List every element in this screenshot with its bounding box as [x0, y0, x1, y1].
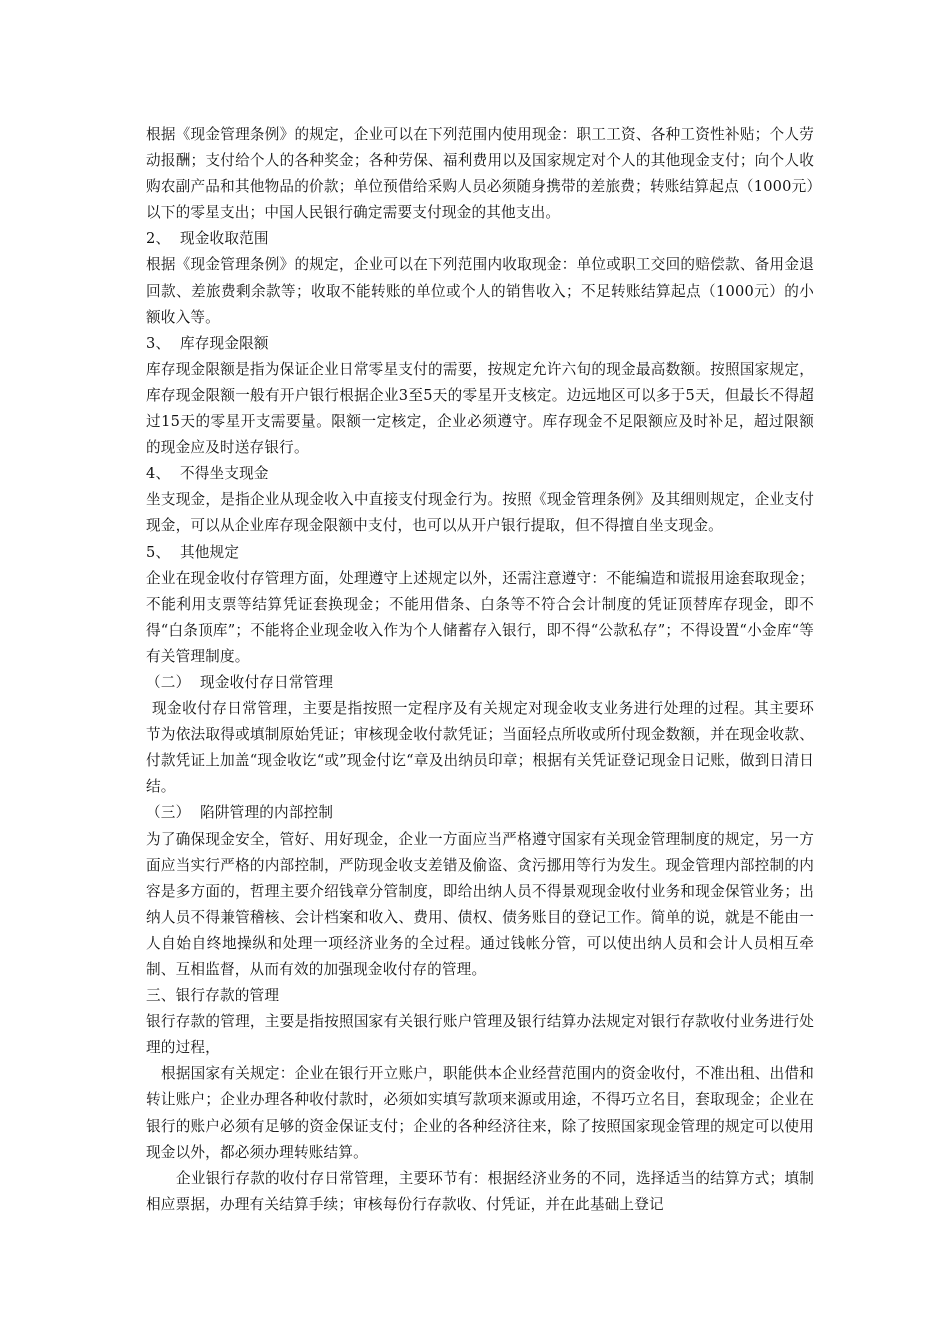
paragraph-bank-regulations: 根据国家有关规定：企业在银行开立账户，职能供本企业经营范围内的资金收付，不准出租、出借和转让账户；企业办理各种收付款时，必须如实填写款项来源或用途，不得巧立名目，套取现金；企业在银行的账户必须有足够的资金保证支付；企业的各种经济往来，除了按照国家现金管理的规定可以使用现金以外，都必须办理转账结算。 [146, 1065, 814, 1161]
paragraph-no-sitting-payment: 坐支现金，是指企业从现金收入中直接支付现金行为。按照《现金管理条例》及其细则规定，企业支付现金，可以从企业库存现金限额中支付，也可以从开户银行提取，但不得擅自坐支现金。 [146, 491, 814, 535]
document-page [146, 122, 814, 1218]
paragraph-other-rules: 企业在现金收付存管理方面，处理遵守上述规定以外，还需注意遵守：不能编造和谎报用途套取现金；不能利用支票等结算凭证套换现金；不能用借条、白条等不符合会计制度的凭证顶替库存现金，即不得“白条顶库”；不能将企业现金收入作为个人储蓄存入银行，即不得“公款私存”；不得设置“小金库“等有关管理制度。 [146, 569, 814, 665]
heading-no-sitting-payment: 4、 不得坐支现金 [146, 465, 269, 483]
paragraph-bank-deposit-definition: 银行存款的管理，主要是指按照国家有关银行账户管理及银行结算办法规定对银行存款收付业务进行处理的过程， [146, 1013, 814, 1057]
heading-cash-limit: 3、 库存现金限额 [146, 334, 269, 352]
heading-bank-deposit-management: 三、银行存款的管理 [146, 987, 280, 1005]
paragraph-cash-collection-scope: 根据《现金管理条例》的规定，企业可以在下列范围内收取现金：单位或职工交回的赔偿款、备用金退回款、差旅费剩余款等；收取不能转账的单位或个人的销售收入；不足转账结算起点（1000元）的小额收入等。 [146, 256, 814, 326]
heading-internal-control: （三） 陷阱管理的内部控制 [146, 804, 334, 822]
paragraph-cash-limit: 库存现金限额是指为保证企业日常零星支付的需要，按规定允许六旬的现金最高数额。按照国家规定，库存现金限额一般有开户银行根据企业3至5天的零星开支核定。边远地区可以多于5天，但最长不得超过15天的零星开支需要量。限额一定核定，企业必须遵守。库存现金不足限额应及时补足，超过限额的现金应及时送存银行。 [146, 360, 814, 457]
paragraph-cash-usage-scope: 根据《现金管理条例》的规定，企业可以在下列范围内使用现金：职工工资、各种工资性补贴；个人劳动报酬；支付给个人的各种奖金；各种劳保、福利费用以及国家规定对个人的其他现金支付；向个人收购农副产品和其他物品的价款；单位预借给采购人员必须随身携带的差旅费；转账结算起点（1000元）以下的零星支出；中国人民银行确定需要支付现金的其他支出。 [146, 126, 814, 222]
paragraph-daily-management: 现金收付存日常管理，主要是指按照一定程序及有关规定对现金收支业务进行处理的过程。其主要环节为依法取得或填制原始凭证；审核现金收付款凭证；当面轻点所收或所付现金数额，并在现金收款、付款凭证上加盖“现金收讫“或”现金付讫“章及出纳员印章；根据有关凭证登记现金日记账，做到日清日结。 [146, 700, 814, 796]
heading-other-rules: 5、 其他规定 [146, 543, 240, 561]
heading-daily-management: （二） 现金收付存日常管理 [146, 673, 334, 691]
paragraph-internal-control: 为了确保现金安全，管好、用好现金，企业一方面应当严格遵守国家有关现金管理制度的规定，另一方面应当实行严格的内部控制，严防现金收支差错及偷盗、贪污挪用等行为发生。现金管理内部控制的内容是多方面的，哲理主要介绍钱章分管制度，即给出纳人员不得景观现金收付业务和现金保管业务；出纳人员不得兼管稽核、会计档案和收入、费用、债权、债务账目的登记工作。简单的说，就是不能由一人自始自终地操纵和处理一项经济业务的全过程。通过钱帐分管，可以使出纳人员和会计人员相互牵制、互相监督，从而有效的加强现金收付存的管理。 [146, 830, 814, 978]
heading-cash-collection-scope: 2、 现金收取范围 [146, 230, 269, 248]
paragraph-bank-daily-management: 企业银行存款的收付存日常管理，主要环节有：根据经济业务的不同，选择适当的结算方式；填制相应票据，办理有关结算手续；审核每份行存款收、付凭证，并在此基础上登记 [146, 1169, 814, 1213]
